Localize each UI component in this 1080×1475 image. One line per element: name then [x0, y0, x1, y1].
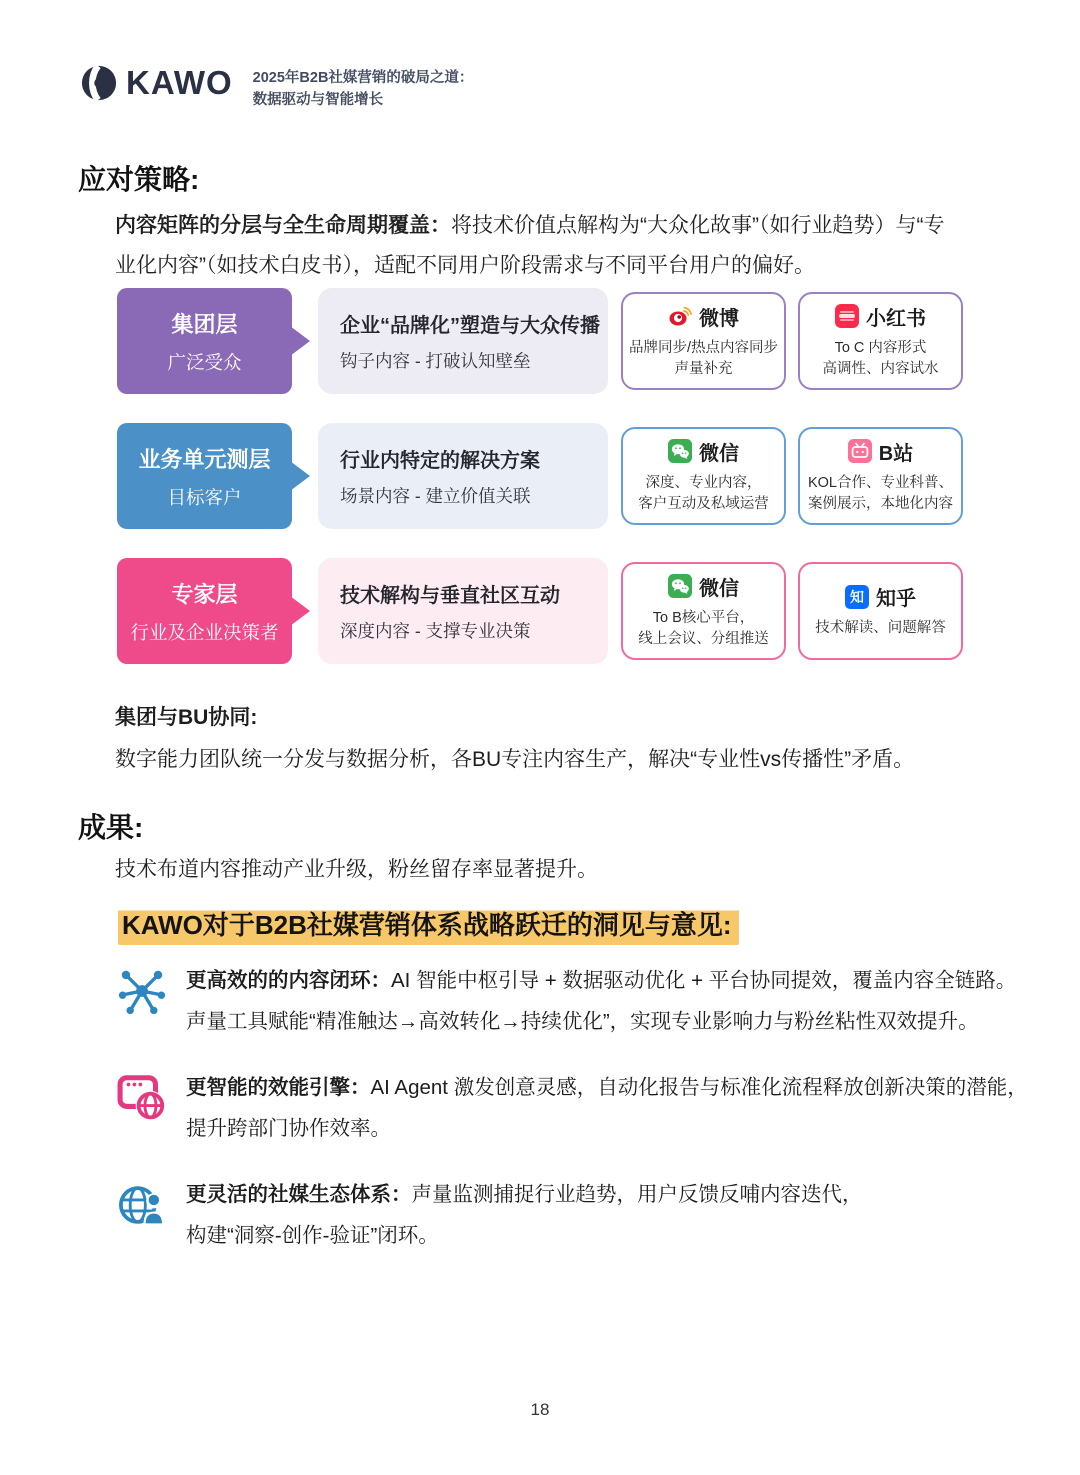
tier-box-group — [117, 288, 292, 394]
insights-list — [113, 960, 1028, 1256]
weibo-icon — [668, 304, 692, 328]
wechat-icon — [668, 574, 692, 598]
tier-box-business-unit — [117, 423, 292, 529]
results-text: 技术布道内容推动产业升级，粉丝留存率显著提升。 — [115, 858, 598, 881]
bu-synergy — [115, 697, 914, 781]
insight-text: 更灵活的社媒生态体系：声量监测捕捉行业趋势，用户反馈反哺内容迭代， 构建“洞察-创作-验证”闭环。 — [186, 1183, 863, 1247]
tier-title: 集团层 — [171, 311, 238, 337]
platform-name: 知乎 — [876, 588, 916, 611]
xiaohongshu-icon — [835, 304, 859, 328]
page-header — [80, 64, 473, 111]
platform-card-bilibili — [798, 427, 963, 525]
globe-user-icon — [113, 1174, 171, 1256]
insight-item-ecosystem — [113, 1174, 1028, 1256]
zhihu-icon: 知 — [845, 585, 869, 609]
tier-subtitle: 目标客户 — [167, 486, 242, 508]
kawo-logo-icon — [80, 64, 118, 102]
platform-desc: 技术解读、问题解答 — [815, 620, 946, 637]
insights-heading — [118, 903, 739, 945]
matrix-row-business-unit — [117, 423, 963, 529]
platform-card-zhihu — [798, 562, 963, 660]
platform-card-xiaohongshu — [798, 292, 963, 390]
content-title: 行业内特定的解决方案 — [340, 450, 540, 472]
kawo-logo-text: KAWO — [126, 64, 233, 101]
platform-card-weibo — [621, 292, 786, 390]
platform-name: 微信 — [699, 577, 739, 600]
insights-heading-highlight: KAWO对于B2B社媒营销体系战略跃迁的洞见与意见: — [118, 903, 739, 945]
platform-desc: To B核心平台， 线上会议、分组推送 — [638, 609, 769, 647]
content-title: 技术解构与垂直社区互动 — [340, 585, 560, 607]
page-number: 18 — [530, 1400, 550, 1419]
strategy-heading: 应对策略: — [78, 164, 200, 195]
content-subtitle: 场景内容 - 建立价值关联 — [340, 486, 531, 506]
insight-item-content-loop — [113, 960, 1028, 1042]
platform-card-wechat-b2b — [621, 562, 786, 660]
tier-subtitle: 广泛受众 — [167, 351, 242, 373]
platform-card-wechat — [621, 427, 786, 525]
platform-name: 微信 — [699, 442, 739, 465]
bu-synergy-lead: 集团与BU协同: — [115, 706, 258, 729]
platform-name: B站 — [878, 442, 914, 465]
report-title — [253, 67, 474, 111]
content-matrix-diagram — [117, 288, 963, 664]
kawo-logo — [80, 64, 233, 102]
insight-item-efficiency-engine — [113, 1067, 1028, 1149]
tier-title: 业务单元测层 — [138, 446, 271, 472]
platform-desc: 深度、专业内容， 客户互动及私域运营 — [638, 474, 769, 512]
insight-text: 更高效的的内容闭环：AI 智能中枢引导 + 数据驱动优化 + 平台协同提效，覆盖内容全链路。 声量工具赋能“精准触达→高效转化→持续优化”，实现专业影响力与粉丝粘性双效提升。 — [186, 969, 1017, 1033]
results-heading: 成果: — [78, 812, 144, 843]
tier-subtitle: 行业及企业决策者 — [130, 621, 279, 643]
content-title: 企业“品牌化”塑造与大众传播 — [340, 315, 600, 337]
wechat-icon — [668, 439, 692, 463]
strategy-intro-lead: 内容矩阵的分层与全生命周期覆盖： — [115, 214, 451, 237]
content-box — [318, 288, 608, 394]
content-subtitle: 钩子内容 - 打破认知壁垒 — [340, 351, 531, 371]
matrix-row-expert — [117, 558, 963, 664]
network-icon — [113, 960, 171, 1042]
report-title-line1: 2025年B2B社媒营销的破局之道： — [252, 70, 474, 86]
platform-desc: 品牌同步/热点内容同步 声量补充 — [628, 339, 779, 377]
tier-box-expert — [117, 558, 292, 664]
strategy-intro-line2: 业化内容”（如技术白皮书），适配不同用户阶段需求与不同平台用户的偏好。 — [115, 254, 815, 277]
strategy-intro-line1: 内容矩阵的分层与全生命周期覆盖：将技术价值点解构为“大众化故事”（如行业趋势）与“专 — [115, 214, 945, 237]
matrix-row-group-tier — [117, 288, 963, 394]
insight-text: 更智能的效能引擎：AI Agent 激发创意灵感，自动化报告与标准化流程释放创新决策的潜能， 提升跨部门协作效率。 — [186, 1076, 1028, 1140]
bilibili-icon — [848, 439, 872, 463]
platform-name: 微博 — [699, 307, 739, 330]
browser-globe-icon — [113, 1067, 171, 1149]
content-box — [318, 423, 608, 529]
bu-synergy-text: 数字能力团队统一分发与数据分析，各BU专注内容生产，解决“专业性vs传播性”矛盾。 — [115, 748, 915, 771]
platform-desc: To C 内容形式 高调性、内容试水 — [822, 339, 939, 377]
platform-desc: KOL合作、专业科普、 案例展示，本地化内容 — [807, 474, 953, 512]
tier-title: 专家层 — [171, 581, 238, 607]
content-subtitle: 深度内容 - 支撑专业决策 — [340, 621, 531, 641]
content-box — [318, 558, 608, 664]
report-title-line2: 数据驱动与智能增长 — [252, 92, 384, 108]
platform-name: 小红书 — [866, 307, 926, 330]
strategy-intro — [115, 206, 944, 286]
